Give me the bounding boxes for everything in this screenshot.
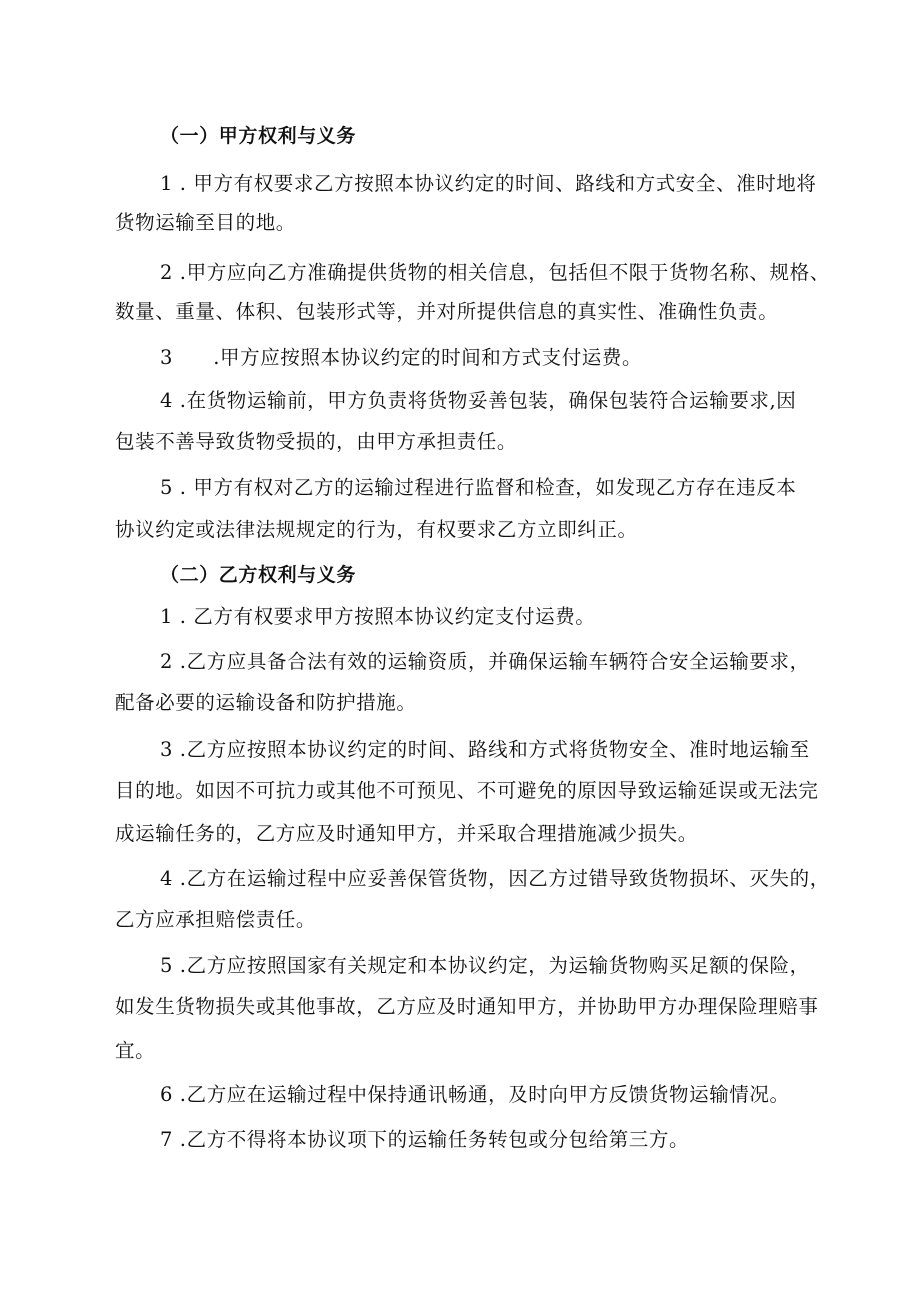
paragraph-line: 乙方应承担赔偿责任。 [115,908,317,931]
paragraph-line: 2 .甲方应向乙方准确提供货物的相关信息，包括但不限于货物名称、规格、 [160,261,830,284]
paragraph-line: 1 . 乙方有权要求甲方按照本协议约定支付运费。 [160,605,596,628]
paragraph-line: 成运输任务的，乙方应及时通知甲方，并采取合理措施减少损失。 [115,822,698,845]
section-heading-party-b: （二）乙方权利与义务 [160,564,357,586]
paragraph-line: 5 .乙方应按照国家有关规定和本协议约定，为运输货物购买足额的保险， [160,954,810,977]
paragraph-line: 5 . 甲方有权对乙方的运输过程进行监督和检查，如发现乙方存在违反本 [160,476,797,499]
paragraph-line: 3 .乙方应按照本协议约定的时间、路线和方式将货物安全、准时地运输至 [160,738,810,761]
paragraph-line: 协议约定或法律法规规定的行为，有权要求乙方立即纠正。 [115,518,638,541]
paragraph-line: 4 .乙方在运输过程中应妥善保管货物，因乙方过错导致货物损坏、灭失的， [160,867,830,890]
paragraph-line: 配备必要的运输设备和防护措施。 [115,691,417,714]
paragraph-line: 数量、重量、体积、包装形式等，并对所提供信息的真实性、准确性负责。 [115,300,779,323]
paragraph-line: 宜。 [115,1039,156,1062]
paragraph-line: 1 . 甲方有权要求乙方按照本协议约定的时间、路线和方式安全、准时地将 [160,172,817,195]
paragraph-line: 货物运输至目的地。 [115,211,296,234]
paragraph-line: 如发生货物损失或其他事故，乙方应及时通知甲方，并协助甲方办理保险理赔事 [115,995,819,1018]
section-heading-party-a: （一）甲方权利与义务 [160,125,357,147]
paragraph-line: 7 .乙方不得将本协议项下的运输任务转包或分包给第三方。 [160,1128,690,1151]
paragraph-line: 包装不善导致货物受损的，由甲方承担责任。 [115,430,518,453]
paragraph-line: 4 .在货物运输前，甲方负责将货物妥善包装，确保包装符合运输要求,因 [160,389,797,412]
paragraph-line: 2 .乙方应具备合法有效的运输资质，并确保运输车辆符合安全运输要求， [160,650,810,673]
paragraph-line: 3 .甲方应按照本协议约定的时间和方式支付运费。 [160,346,643,369]
paragraph-line: 6 .乙方应在运输过程中保持通讯畅通，及时向甲方反馈货物运输情况。 [160,1083,790,1106]
paragraph-line: 目的地。如因不可抗力或其他不可预见、不可避免的原因导致运输延误或无法完 [115,779,819,802]
